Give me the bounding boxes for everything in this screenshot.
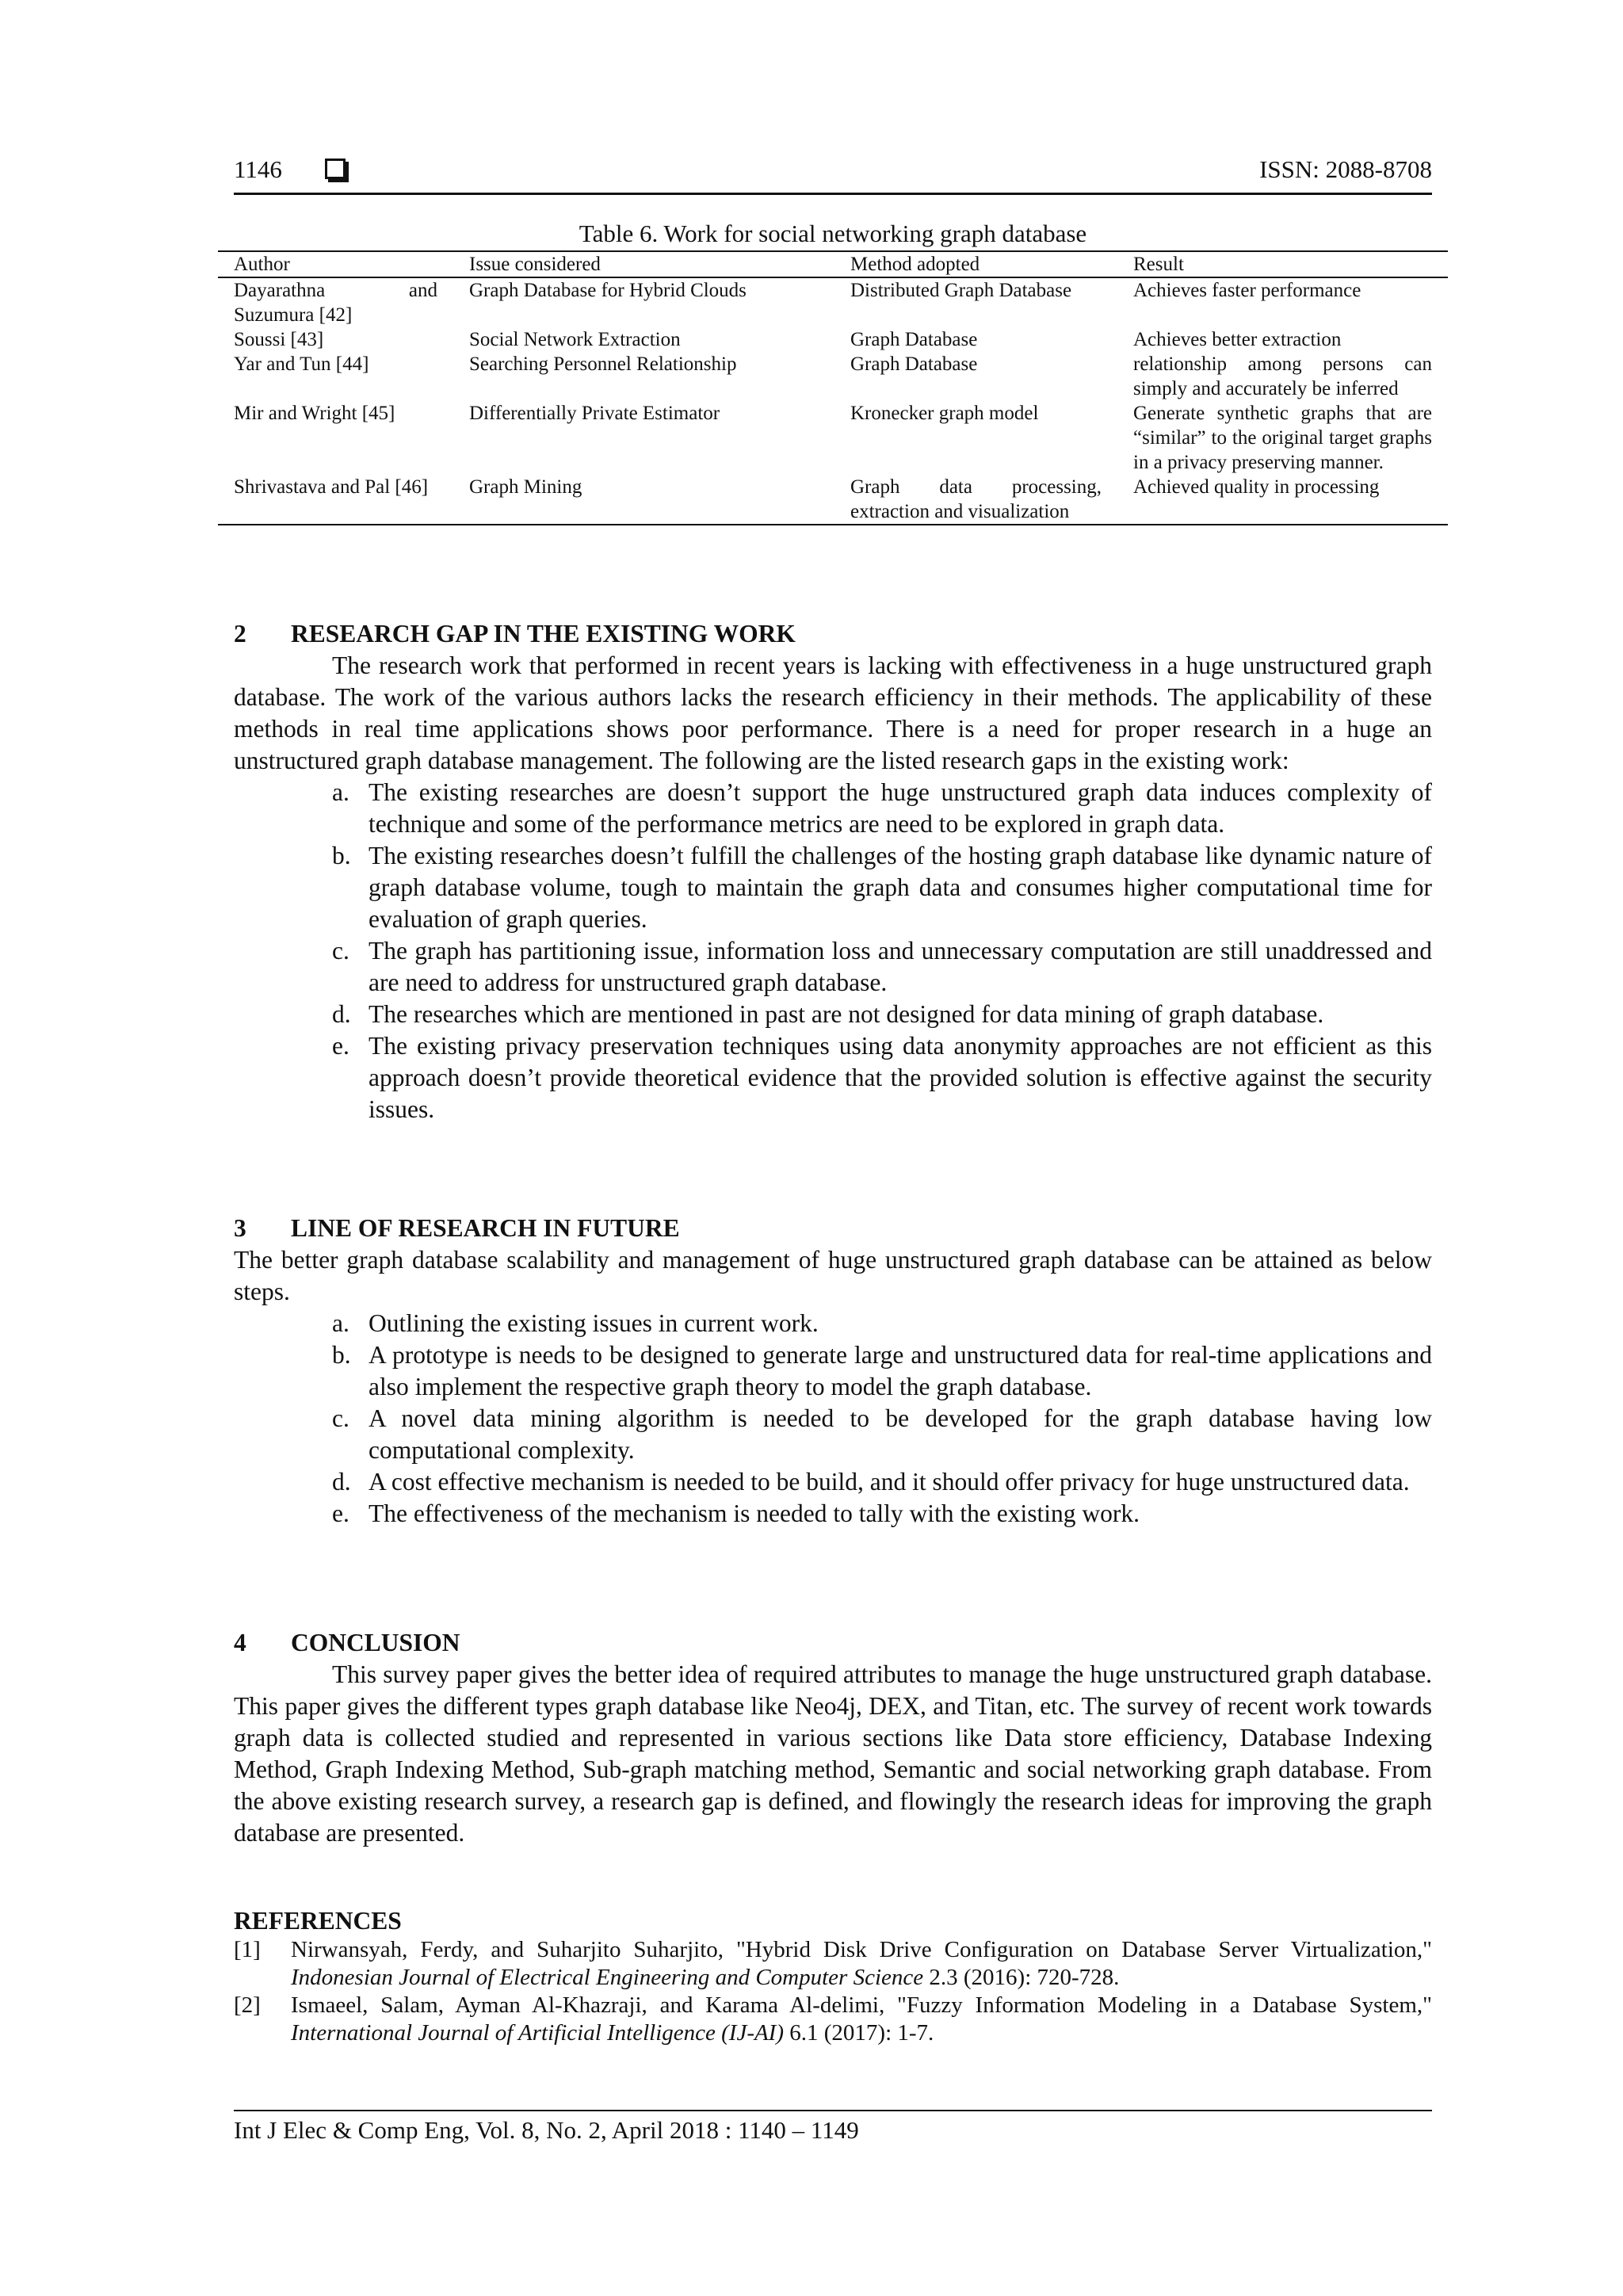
section-heading: 2 RESEARCH GAP IN THE EXISTING WORK bbox=[234, 620, 796, 648]
list-item: a. Outlining the existing issues in current work. bbox=[332, 1309, 819, 1337]
paragraph: This survey paper gives the better idea of required attributes to manage the huge unstructured graph database. This paper gives the different types graph database like Neo4j, DEX, and Titan, etc. The survey of recent work towards graph data is collected studied and represented in various sections like Data store efficiency, Database Indexing Method, Graph Indexing Method, Sub-graph matching method, Semantic and social networking graph database. From the above existing research survey, a research gap is defined, and flowingly the research ideas for improving the graph database are presented. bbox=[234, 1660, 1432, 1847]
page-header bbox=[234, 155, 1432, 187]
section-heading: 4 CONCLUSION bbox=[234, 1629, 460, 1656]
page-footer: Int J Elec & Comp Eng, Vol. 8, No. 2, April 2018 : 1140 – 1149 bbox=[234, 2116, 859, 2144]
page-number: 1146 bbox=[234, 155, 282, 183]
list-item: b. The existing researches doesn’t fulfill the challenges of the hosting graph database like dynamic nature of graph database volume, tough to maintain the graph data and consumes higher computational time for evaluation of graph queries. bbox=[332, 842, 1432, 933]
table-cell: Graph data processing, extraction and visualization bbox=[834, 475, 1117, 525]
table-cell: Kronecker graph model bbox=[850, 403, 1039, 424]
section-conclusion bbox=[234, 1627, 1432, 1849]
list-item: a. The existing researches are doesn’t support the huge unstructured graph data induces complexity of technique and some of the performance metrics are need to be explored in graph data. bbox=[332, 778, 1432, 838]
reference-item: [2] Ismaeel, Salam, Ayman Al-Khazraji, and Karama Al-delimi, "Fuzzy Information Modeling in a Database System," International Journal of Artificial Intelligence (IJ-AI) 6.1 (2017): 1-7. bbox=[234, 1992, 1432, 2046]
column-header: Result bbox=[1117, 251, 1448, 277]
table-row bbox=[218, 401, 1448, 475]
column-header: Method adopted bbox=[834, 251, 1117, 277]
table-cell: Mir and Wright [45] bbox=[234, 403, 395, 424]
section-future-research bbox=[234, 1213, 1432, 1530]
table-cell: Graph Mining bbox=[453, 475, 834, 525]
table-cell: Graph Database for Hybrid Clouds bbox=[469, 280, 747, 301]
reference-item: [1] Nirwansyah, Ferdy, and Suharjito Suharjito, "Hybrid Disk Drive Configuration on Database Server Virtualization," Indonesian Journal of Electrical Engineering and Computer Science 2.3 (2016): 720-728. bbox=[234, 1937, 1432, 1990]
footer-rule bbox=[234, 2110, 1432, 2111]
table-row bbox=[218, 327, 1448, 352]
table-caption: Table 6. Work for social networking graph database bbox=[579, 220, 1087, 247]
table-cell: Graph Database bbox=[850, 353, 978, 375]
list-item: e. The effectiveness of the mechanism is needed to tally with the existing work. bbox=[332, 1499, 1140, 1527]
table-cell: relationship among persons can simply and accurately be inferred bbox=[1133, 353, 1432, 399]
references bbox=[234, 1907, 1432, 2047]
header-rule bbox=[234, 193, 1432, 195]
paragraph: The better graph database scalability and management of huge unstructured graph database can be attained as below steps. bbox=[234, 1246, 1432, 1305]
future-steps-list bbox=[234, 1308, 1432, 1530]
table-header-row bbox=[218, 251, 1448, 277]
references-heading: REFERENCES bbox=[234, 1907, 402, 1935]
column-header: Author bbox=[218, 251, 453, 277]
table-cell: Distributed Graph Database bbox=[850, 280, 1072, 301]
paragraph: The research work that performed in recent years is lacking with effectiveness in a huge unstructured graph database. The work of the various authors lacks the research efficiency in their methods. The applicability of these methods in real time applications shows poor performance. There is a need for proper research in a huge an unstructured graph database management. The following are the listed research gaps in the existing work: bbox=[234, 651, 1432, 774]
table-cell: Achieved quality in processing bbox=[1117, 475, 1448, 525]
table-cell: Searching Personnel Relationship bbox=[469, 353, 737, 375]
table-row bbox=[218, 277, 1448, 327]
table-cell: Graph Database bbox=[850, 329, 978, 350]
table-cell: Social Network Extraction bbox=[469, 329, 681, 350]
table-row bbox=[218, 475, 1448, 525]
table-cell: Yar and Tun [44] bbox=[234, 353, 369, 375]
list-item: e. The existing privacy preservation techniques using data anonymity approaches are not efficient as this approach doesn’t provide theoretical evidence that the provided solution is effective against the security issues. bbox=[332, 1032, 1432, 1123]
table-cell: Achieves faster performance bbox=[1133, 280, 1361, 301]
list-item: b. A prototype is needs to be designed to generate large and unstructured data for real-time applications and also implement the respective graph theory to model the graph database. bbox=[332, 1341, 1432, 1400]
table-cell: Generate synthetic graphs that are “similar” to the original target graphs in a privacy preserving manner. bbox=[1133, 403, 1432, 473]
table-cell: Soussi [43] bbox=[234, 329, 324, 350]
table-row bbox=[218, 352, 1448, 401]
square-bullet-icon bbox=[325, 159, 346, 179]
research-gap-list bbox=[234, 777, 1432, 1125]
list-item: d. A cost effective mechanism is needed to be build, and it should offer privacy for huge unstructured data. bbox=[332, 1468, 1410, 1496]
table-cell: Shrivastava and Pal [46] bbox=[218, 475, 453, 525]
list-item: c. The graph has partitioning issue, information loss and unnecessary computation are still unaddressed and are need to address for unstructured graph database. bbox=[332, 937, 1432, 996]
issn: ISSN: 2088-8708 bbox=[1259, 155, 1432, 183]
list-item: c. A novel data mining algorithm is needed to be developed for the graph database having low computational complexity. bbox=[332, 1404, 1432, 1464]
section-research-gap bbox=[234, 618, 1432, 1125]
table-6 bbox=[218, 250, 1448, 525]
table-cell: Differentially Private Estimator bbox=[469, 403, 720, 424]
column-header: Issue considered bbox=[453, 251, 834, 277]
table-cell: Achieves better extraction bbox=[1133, 329, 1342, 350]
section-heading: 3 LINE OF RESEARCH IN FUTURE bbox=[234, 1214, 680, 1242]
table-cell: Dayarathna and Suzumura [42] bbox=[234, 280, 437, 326]
list-item: d. The researches which are mentioned in past are not designed for data mining of graph database. bbox=[332, 1000, 1324, 1028]
